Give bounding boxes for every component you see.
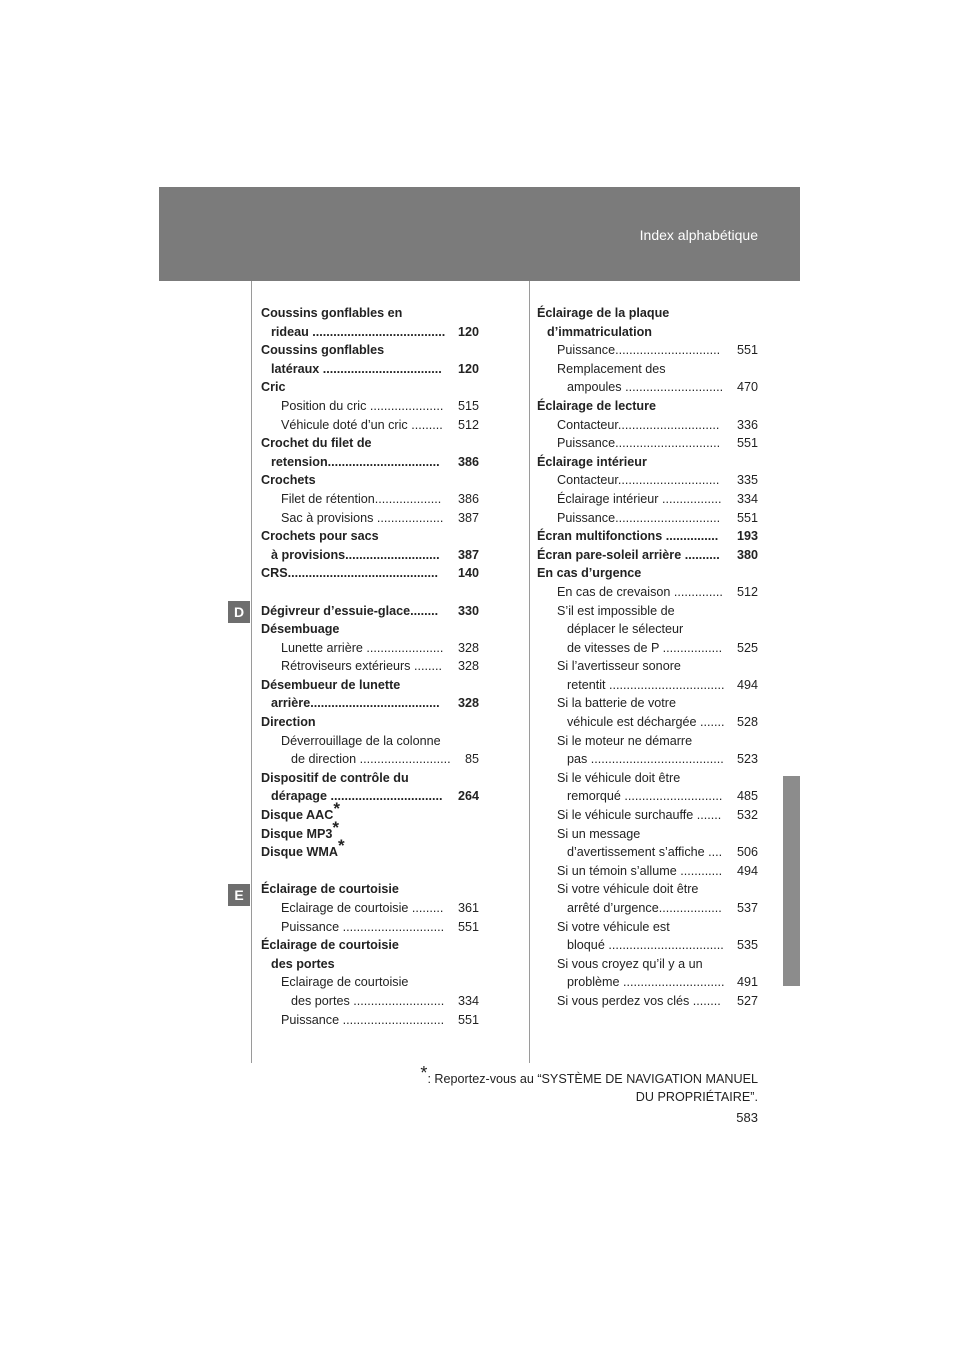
- index-entry: [261, 918, 479, 937]
- index-entry-text: des portes ..........................: [291, 993, 445, 1008]
- index-entry-text: Crochets: [261, 473, 316, 488]
- index-entry-text: retension................................: [271, 454, 440, 469]
- index-entry-page: 527: [736, 993, 758, 1008]
- index-entry: [261, 817, 479, 844]
- index-entry-page: 525: [736, 640, 758, 655]
- index-entry-text: Éclairage intérieur .................: [557, 491, 722, 506]
- index-entry: [261, 360, 479, 379]
- index-entry-text: des portes: [271, 956, 335, 971]
- index-entry: [261, 620, 479, 639]
- index-entry-text: Filet de rétention...................: [281, 491, 442, 506]
- index-entry-text: pas ......................................: [567, 752, 724, 767]
- footnote-line-1: [420, 1063, 758, 1088]
- footnote-marker: *: [332, 817, 340, 837]
- index-entry: [537, 862, 758, 881]
- index-entry: [537, 657, 758, 676]
- index-entry: [261, 416, 479, 435]
- index-entry-text: Éclairage intérieur: [537, 454, 647, 469]
- index-entry-text: Puissance..............................: [557, 436, 721, 451]
- index-entry: [261, 992, 479, 1011]
- index-entry-text: dérapage ................................: [271, 789, 443, 804]
- index-entry-text: arrière.....................................: [271, 696, 440, 711]
- index-entry-page: 551: [736, 510, 758, 525]
- index-entry-page: 506: [736, 845, 758, 860]
- index-entry-text: ampoules ............................: [567, 380, 724, 395]
- index-entry: [261, 836, 479, 862]
- index-entry-text: Si l’avertisseur sonore: [557, 659, 681, 674]
- index-entry-text: S’il est impossible de: [557, 603, 675, 618]
- index-entry-text: Désembuage: [261, 622, 340, 637]
- index-entry: [537, 416, 758, 435]
- index-entry: [537, 694, 758, 713]
- index-entry: [261, 750, 479, 769]
- index-entry-page: 387: [457, 547, 479, 562]
- index-entry: [261, 527, 479, 546]
- index-entry-text: Si vous croyez qu’il y a un: [557, 956, 703, 971]
- index-entry-text: Disque AAC: [261, 808, 334, 823]
- footnote-marker: *: [337, 836, 345, 856]
- index-entry: [261, 973, 479, 992]
- index-entry: [261, 799, 479, 825]
- footnote-line-2: DU PROPRIÉTAIRE”.: [635, 1090, 758, 1104]
- index-column-left: [261, 304, 479, 1029]
- index-entry-page: 551: [736, 436, 758, 451]
- index-entry-text: véhicule est déchargée .......: [567, 715, 725, 730]
- index-entry: [537, 583, 758, 602]
- index-entry: [261, 955, 479, 974]
- index-entry: [261, 453, 479, 472]
- index-entry: [261, 694, 479, 713]
- index-entry-page: 387: [457, 510, 479, 525]
- index-entry-text: Coussins gonflables en: [261, 306, 403, 320]
- index-entry: [261, 490, 479, 509]
- index-entry-page: 551: [457, 919, 479, 934]
- index-entry-text: latéraux ..................................: [271, 361, 442, 376]
- index-entry: [261, 787, 479, 806]
- index-entry-text: Dégivreur d’essuie-glace........: [261, 603, 439, 618]
- footnote-star: *: [420, 1063, 428, 1083]
- index-entry-text: Position du cric .....................: [281, 398, 444, 413]
- index-entry-page: 334: [457, 993, 479, 1008]
- header-title: Index alphabétique: [639, 227, 758, 243]
- index-entry-page: 491: [736, 975, 758, 990]
- index-entry-page: 328: [457, 640, 479, 655]
- index-entry: [537, 713, 758, 732]
- index-entry-text: Contacteur.............................: [557, 473, 720, 488]
- index-entry: [261, 639, 479, 658]
- index-entry: [261, 769, 479, 788]
- index-entry: [537, 341, 758, 360]
- index-entry-text: Contacteur.............................: [557, 417, 720, 432]
- index-entry: [537, 378, 758, 397]
- index-entry-page: 528: [736, 715, 758, 730]
- index-entry: [537, 490, 758, 509]
- footnote: [420, 1063, 758, 1106]
- index-entry: [537, 620, 758, 639]
- section-letter-e: E: [228, 884, 250, 906]
- index-entry-page: 361: [457, 901, 479, 915]
- index-entry-text: d’immatriculation: [547, 324, 652, 339]
- index-entry: [261, 564, 479, 583]
- index-entry-text: de vitesses de P .................: [567, 640, 723, 655]
- index-entry-text: bloqué .................................: [567, 938, 724, 953]
- index-entry-text: Disque MP3: [261, 826, 333, 841]
- index-entry: [261, 1011, 479, 1030]
- index-entry-text: Remplacement des: [557, 361, 666, 376]
- index-entry-text: Coussins gonflables: [261, 343, 385, 358]
- index-entry-text: Écran multifonctions ...............: [537, 529, 719, 544]
- index-entry-page: 85: [464, 752, 479, 767]
- index-entry-text: Lunette arrière ......................: [281, 640, 444, 655]
- index-entry-page: 551: [457, 1012, 479, 1027]
- index-entry-page: 386: [457, 454, 479, 469]
- index-entry-text: Si un message: [557, 826, 641, 841]
- index-entry: [261, 899, 479, 918]
- index-entry: [537, 527, 758, 546]
- index-entry-text: Si votre véhicule doit être: [557, 882, 699, 897]
- index-entry-text: Si le véhicule doit être: [557, 770, 681, 785]
- index-entry: [537, 769, 758, 788]
- index-entry-page: 334: [736, 491, 758, 506]
- index-entry-text: Si votre véhicule est: [557, 919, 670, 934]
- index-entry: [537, 639, 758, 658]
- index-entry-text: d’avertissement s’affiche ....: [567, 845, 723, 860]
- index-entry-text: Sac à provisions ...................: [281, 510, 444, 525]
- index-entry: [537, 918, 758, 937]
- index-entry: [261, 602, 479, 621]
- index-entry: [537, 750, 758, 769]
- index-entry: [261, 713, 479, 732]
- index-entry-page: 532: [736, 808, 758, 823]
- index-entry-text: Désembueur de lunette: [261, 677, 401, 692]
- index-entry-text: problème .............................: [567, 975, 725, 990]
- index-entry-page: 380: [736, 547, 758, 562]
- index-entry-text: arrêté d’urgence..................: [567, 901, 722, 915]
- index-entry-text: Éclairage de la plaque: [537, 306, 670, 320]
- index-entry-text: de direction ..........................: [291, 752, 451, 767]
- index-entry: [261, 397, 479, 416]
- index-entry-text: Si le véhicule surchauffe .......: [557, 808, 722, 823]
- index-entry-text: Rétroviseurs extérieurs ........: [281, 659, 442, 674]
- index-entry-page: 336: [736, 417, 758, 432]
- column-divider-left: [251, 281, 252, 1063]
- index-entry-text: Éclairage de courtoisie: [261, 882, 399, 897]
- index-entry: [537, 397, 758, 416]
- index-entry: [261, 471, 479, 490]
- index-entry-page: 494: [736, 677, 758, 692]
- index-entry-text: Eclairage de courtoisie .........: [281, 901, 444, 915]
- index-entry-page: 523: [736, 752, 758, 767]
- index-entry-page: 335: [736, 473, 758, 488]
- index-entry-page: 330: [457, 603, 479, 618]
- index-entry-text: Direction: [261, 715, 316, 730]
- index-entry: [261, 657, 479, 676]
- index-entry: [537, 880, 758, 899]
- index-entry: [537, 806, 758, 825]
- index-entry-text: Puissance..............................: [557, 343, 721, 358]
- index-entry: [537, 787, 758, 806]
- index-entry-text: Puissance..............................: [557, 510, 721, 525]
- index-entry-text: CRS...........................................: [261, 566, 439, 581]
- section-thumb-tab: [783, 776, 800, 986]
- index-entry-text: rideau ......................................: [271, 324, 446, 339]
- index-entry-page: 264: [457, 789, 479, 804]
- index-entry-text: Si vous perdez vos clés ........: [557, 993, 721, 1008]
- index-entry: [537, 564, 758, 583]
- index-entry: [537, 453, 758, 472]
- footnote-text-1: : Reportez-vous au “SYSTÈME DE NAVIGATION MANUEL: [427, 1072, 758, 1086]
- index-entry: [537, 899, 758, 918]
- index-entry-page: 551: [736, 343, 758, 358]
- footnote-marker: *: [333, 799, 340, 819]
- index-entry: [537, 992, 758, 1011]
- index-entry-page: 328: [457, 659, 479, 674]
- index-entry: [537, 973, 758, 992]
- index-entry-text: En cas d’urgence: [537, 566, 642, 581]
- index-entry: [537, 304, 758, 323]
- index-entry: [537, 825, 758, 844]
- index-entry-page: 535: [736, 938, 758, 953]
- section-gap: [261, 583, 479, 602]
- index-entry-page: 512: [457, 417, 479, 432]
- section-letter-d: D: [228, 601, 250, 623]
- index-entry: [537, 602, 758, 621]
- index-entry-text: Éclairage de courtoisie: [261, 938, 399, 953]
- index-entry: [261, 341, 479, 360]
- index-entry: [261, 378, 479, 397]
- index-entry: [537, 434, 758, 453]
- index-entry: [537, 843, 758, 862]
- index-entry: [537, 323, 758, 342]
- index-entry-text: à provisions...........................: [271, 547, 440, 562]
- index-entry-text: En cas de crevaison ..............: [557, 584, 723, 599]
- index-entry: [537, 360, 758, 379]
- index-entry-text: Puissance .............................: [281, 919, 445, 934]
- index-entry-page: 328: [457, 696, 479, 711]
- index-entry: [261, 546, 479, 565]
- index-entry-text: Écran pare-soleil arrière ..........: [537, 547, 720, 562]
- index-entry-page: 140: [457, 566, 479, 581]
- section-gap: [261, 862, 479, 881]
- index-entry-text: remorqué ............................: [567, 789, 723, 804]
- index-entry: [261, 676, 479, 695]
- index-entry-page: 485: [736, 789, 758, 804]
- index-entry-page: 386: [457, 491, 479, 506]
- index-column-right: [537, 304, 758, 1011]
- index-entry-text: Crochets pour sacs: [261, 529, 379, 544]
- index-entry: [261, 732, 479, 751]
- index-entry-text: Puissance .............................: [281, 1012, 445, 1027]
- index-entry: [537, 955, 758, 974]
- index-entry-text: Si un témoin s’allume ............: [557, 863, 723, 878]
- index-entry-page: 120: [457, 361, 479, 376]
- index-entry: [261, 880, 479, 899]
- index-entry-text: Éclairage de lecture: [537, 398, 657, 413]
- index-entry: [537, 732, 758, 751]
- index-entry-text: Déverrouillage de la colonne: [281, 733, 441, 748]
- index-entry-text: Véhicule doté d’un cric .........: [281, 417, 443, 432]
- index-entry: [261, 509, 479, 528]
- index-entry-page: 515: [457, 398, 479, 413]
- index-entry-text: retentit .................................: [567, 677, 725, 692]
- index-entry-text: Si la batterie de votre: [557, 696, 677, 711]
- index-entry-text: Si le moteur ne démarre: [557, 733, 693, 748]
- index-entry-text: Cric: [261, 380, 286, 395]
- index-entry: [261, 304, 479, 323]
- index-entry-page: 494: [736, 863, 758, 878]
- index-entry: [537, 676, 758, 695]
- index-entry-text: déplacer le sélecteur: [567, 622, 684, 637]
- column-divider-middle: [529, 281, 530, 1063]
- index-entry: [537, 936, 758, 955]
- index-entry: [261, 323, 479, 342]
- index-entry-text: Eclairage de courtoisie: [281, 975, 409, 990]
- index-entry-text: Crochet du filet de: [261, 436, 372, 451]
- index-entry: [261, 434, 479, 453]
- index-entry-text: Disque WMA: [261, 845, 338, 860]
- index-entry-page: 470: [736, 380, 758, 395]
- page-number: 583: [736, 1110, 758, 1125]
- index-entry: [261, 936, 479, 955]
- page-header: [159, 187, 800, 281]
- index-entry: [537, 546, 758, 565]
- index-entry-page: 512: [736, 584, 758, 599]
- index-entry-page: 537: [736, 901, 758, 915]
- index-entry-page: 193: [736, 529, 758, 544]
- index-entry: [537, 471, 758, 490]
- index-entry-page: 120: [457, 324, 479, 339]
- index-entry: [537, 509, 758, 528]
- index-entry-text: Dispositif de contrôle du: [261, 770, 409, 785]
